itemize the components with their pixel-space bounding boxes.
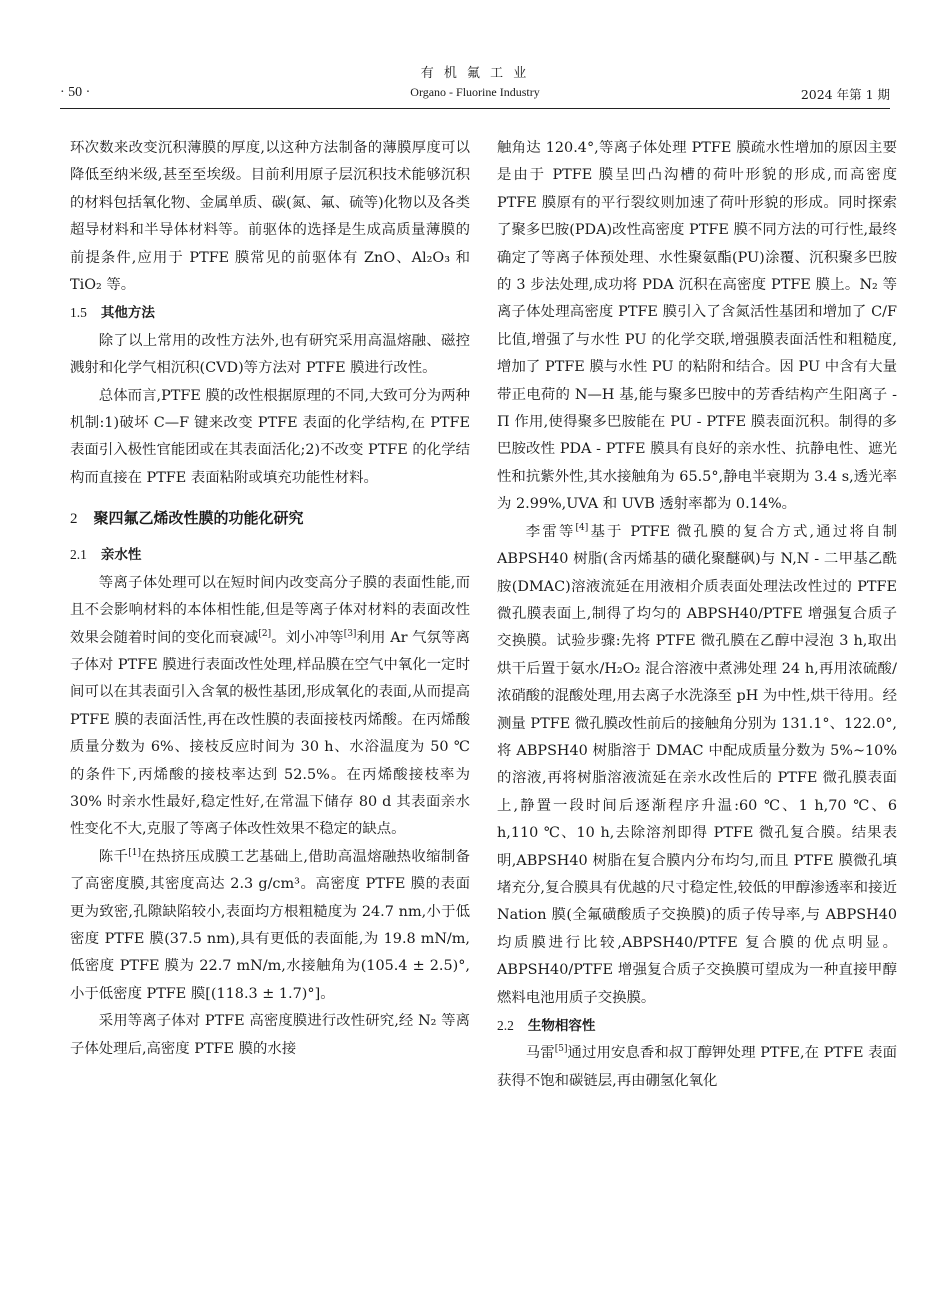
paragraph-composite-membrane: 李雷等[4]基于 PTFE 微孔膜的复合方式,通过将自制 ABPSH40 树脂(含丙烯基的磺化聚醚砜)与 N,N - 二甲基乙酰胺(DMAC)溶液流延在用液相介质表面处理法改性过的 PTFE 微孔膜表面上,制得了均匀的 ABPSH40/PTFE 增强复合质子交换膜。试验步骤:先将 PTFE 微孔膜在乙醇中浸泡 3 h,取出烘干后置于氨水/H₂O₂ 混合溶液中煮沸处理 24 h,再用浓硫酸/浓硝酸的混酸处理,用去离子水洗涤至 pH 为中性,烘干待用。经测量 PTFE 微孔膜改性前后的接触角分别为 131.1°、122.0°,将 ABPSH40 树脂溶于 DMAC 中配成质量分数为 5%~10% 的溶液,再将树脂溶液流延在亲水改性后的 PTFE 微孔膜表面上,静置一段时间后逐渐程序升温:60 ℃、1 h,70 ℃、6 h,110 ℃、10 h,去除溶剂即得 PTFE 微孔复合膜。结果表明,ABPSH40 树脂在复合膜内分布均匀,而且 PTFE 膜微孔填堵充分,复合膜具有优越的尺寸稳定性,较低的甲醇渗透率和接近 Nation 膜(全氟磺酸质子交换膜)的质子传导率,与 ABPSH40 均质膜进行比较,ABPSH40/PTFE 复合膜的优点明显。ABPSH40/PTFE 增强复合质子交换膜可望成为一种直接甲醇燃料电池用质子交换膜。 bbox=[497, 522, 897, 1006]
citation-ref: [3] bbox=[343, 628, 357, 639]
subsection-heading-1-5 bbox=[70, 299, 470, 327]
issue-label: 2024 年第 1 期 bbox=[800, 87, 890, 102]
section-number: 2 bbox=[70, 511, 78, 528]
section-title: 聚四氟乙烯改性膜的功能化研究 bbox=[93, 509, 304, 528]
paragraph-plasma-treatment: 等离子体处理可以在短时间内改变高分子膜的表面性能,而且不会影响材料的本体相性能,但是等离子体对材料的表面改性效果会随着时间的变化而衰减[2]。刘小冲等[3]利用 Ar 气氛等离子体对 PTFE 膜进行表面改性处理,样品膜在空气中氧化一定时间可以在其表面引入含氧的极性基团,形成氧化的表面,从而提高 PTFE 膜的表面活性,再在改性膜的表面接枝丙烯酸。在丙烯酸质量分数为 6%、接枝反应时间为 30 h、水浴温度为 50 ℃ 的条件下,丙烯酸的接枝率达到 52.5%。在丙烯酸接枝率为 30% 时亲水性最好,稳定性好,在常温下储存 80 d 其表面亲水性变化不大,克服了等离子体改性效果不稳定的缺点。 bbox=[70, 574, 470, 838]
paragraph-n2-plasma: 采用等离子体对 PTFE 高密度膜进行改性研究,经 N₂ 等离子体处理后,高密度 PTFE 膜的水接 bbox=[70, 1013, 470, 1057]
paragraph-high-density-membrane: 陈千[1]在热挤压成膜工艺基础上,借助高温熔融热收缩制备了高密度膜,其密度高达 2.3 g/cm³。高密度 PTFE 膜的表面更为致密,孔隙缺陷较小,表面均方根粗糙度为 24.7 nm,小于低密度 PTFE 膜(37.5 nm),具有更低的表面能,为 19.8 mN/m,低密度 PTFE 膜为 22.7 mN/m,水接触角为(105.4 ± 2.5)°,小于低密度 PTFE 膜[(118.3 ± 1.7)°]。 bbox=[70, 847, 470, 1002]
subsection-heading-2-2 bbox=[497, 1012, 897, 1040]
paragraph-summary: 总体而言,PTFE 膜的改性根据原理的不同,大致可分为两种机制:1)破坏 C—F 键来改变 PTFE 表面的化学结构,在 PTFE 表面引入极性官能团或在其表面活化;2)不改变 PTFE 的化学结构而直接在 PTFE 表面粘附或填充功能性材料。 bbox=[70, 387, 470, 486]
subsection-title: 亲水性 bbox=[100, 547, 142, 564]
subsection-title: 其他方法 bbox=[100, 305, 155, 322]
subsection-number: 1.5 bbox=[70, 305, 87, 321]
running-header bbox=[60, 58, 890, 108]
right-column bbox=[497, 135, 897, 1095]
paragraph-ald-continued: 环次数来改变沉积薄膜的厚度,以这种方法制备的薄膜厚度可以降低至纳米级,甚至至埃级。目前利用原子层沉积技术能够沉积的材料包括氧化物、金属单质、碳(氮、氟、硫等)化物以及各类超导材料和半导体材料等。前驱体的选择是生成高质量薄膜的前提条件,应用于 PTFE 膜常见的前驱体有 ZnO、Al₂O₃ 和 TiO₂ 等。 bbox=[70, 140, 470, 294]
page-number: · 50 · bbox=[60, 85, 91, 100]
journal-title-cn: 有 机 氟 工 业 bbox=[420, 66, 530, 81]
citation-ref: [4] bbox=[575, 522, 589, 533]
header-rule bbox=[60, 108, 890, 109]
citation-ref: [1] bbox=[128, 847, 142, 858]
subsection-number: 2.2 bbox=[497, 1018, 514, 1033]
citation-ref: [2] bbox=[258, 628, 272, 639]
subsection-title: 生物相容性 bbox=[527, 1018, 596, 1034]
subsection-number: 2.1 bbox=[70, 547, 87, 563]
section-heading-2 bbox=[70, 504, 470, 533]
left-column bbox=[70, 135, 470, 1063]
subsection-heading-2-1 bbox=[70, 541, 470, 569]
paragraph-contact-angle-continued: 触角达 120.4°,等离子体处理 PTFE 膜疏水性增加的原因主要是由于 PTFE 膜呈凹凸沟槽的荷叶形貌的形成,而高密度 PTFE 膜原有的平行裂纹则加速了荷叶形貌的形成。同时探索了聚多巴胺(PDA)改性高密度 PTFE 膜不同方法的可行性,最终确定了等离子体预处理、水性聚氨酯(PU)涂覆、沉积聚多巴胺的 3 步法处理,成功将 PDA 沉积在高密度 PTFE 膜上。N₂ 等离子体处理高密度 PTFE 膜引入了含氮活性基团和增加了 C/F 比值,增强了与水性 PU 的化学交联,增强膜表面活性和粗糙度,增加了 PTFE 膜与水性 PU 的粘附和结合。因 PU 中含有大量带正电荷的 N—H 基,能与聚多巴胺中的芳香结构产生阳离子 - Π 作用,使得聚多巴胺能在 PU - PTFE 膜表面沉积。制得的多巴胺改性 PDA - PTFE 膜具有良好的亲水性、抗静电性、遮光性和抗紫外性,其水接触角为 65.5°,静电半衰期为 3.4 s,透光率为 2.99%,UVA 和 UVB 透射率都为 0.14%。 bbox=[497, 140, 897, 513]
paragraph-biocompatibility: 马雷[5]通过用安息香和叔丁醇钾处理 PTFE,在 PTFE 表面获得不饱和碳链层,再由硼氢化氧化 bbox=[497, 1044, 897, 1089]
journal-title-en: Organo - Fluorine Industry bbox=[410, 85, 540, 99]
citation-ref: [5] bbox=[554, 1044, 568, 1055]
paragraph-other-methods: 除了以上常用的改性方法外,也有研究采用高温熔融、磁控溅射和化学气相沉积(CVD)等方法对 PTFE 膜进行改性。 bbox=[70, 332, 470, 377]
